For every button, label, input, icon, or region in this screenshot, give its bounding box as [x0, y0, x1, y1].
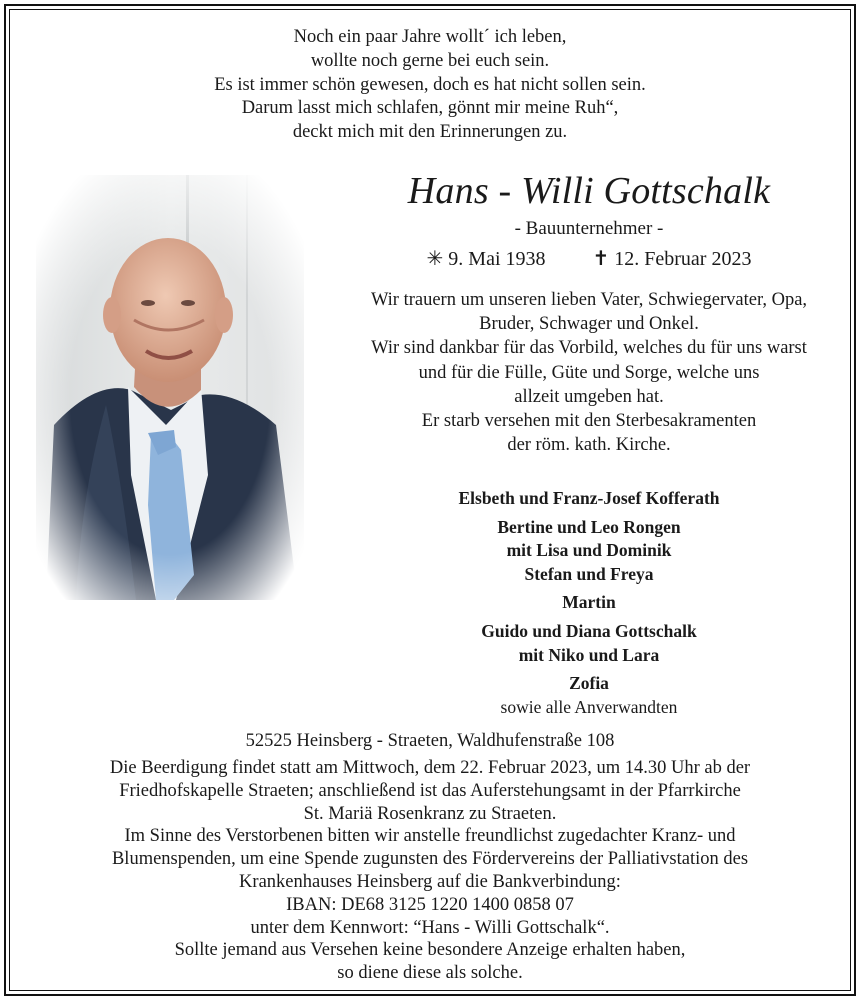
mourning-line: der röm. kath. Kirche. [507, 435, 671, 456]
poem [0, 26, 860, 145]
poem-line: Noch ein paar Jahre wollt´ ich leben, [293, 27, 567, 47]
death-date: 12. Februar 2023 [614, 248, 752, 270]
family-member: Stefan und Freya [524, 563, 654, 584]
birth-date: 9. Mai 1938 [448, 248, 546, 270]
donation-line: unter dem Kennwort: “Hans - Willi Gottschalk“. [250, 918, 610, 938]
mourning-line: Er starb versehen mit den Sterbesakramenten [421, 411, 757, 432]
family-member: Zofia [569, 673, 609, 694]
donation-line: Blumenspenden, um eine Spende zugunsten des Fördervereins der Palliativstation des [111, 849, 749, 869]
iban-line: IBAN: DE68 3125 1220 1400 0858 07 [286, 895, 574, 915]
poem-line: wollte noch gerne bei euch sein. [310, 50, 550, 71]
family-member: mit Lisa und Dominik [506, 540, 672, 561]
family-member: Bertine und Leo Rongen [497, 516, 681, 537]
donation-line: Krankenhauses Heinsberg auf die Bankverbindung: [239, 872, 621, 892]
address: 52525 Heinsberg - Straeten, Waldhufenstraße 108 [245, 731, 615, 751]
family-member: mit Niko und Lara [518, 644, 660, 665]
occupation: - Bauunternehmer - [514, 218, 664, 239]
poem-line: Es ist immer schön gewesen, doch es hat nicht sollen sein. [214, 74, 646, 95]
family-list [318, 487, 860, 719]
donation-info [0, 825, 860, 940]
death-cross-icon: ✝ [592, 248, 610, 270]
closing-line: Sollte jemand aus Versehen keine besondere Anzeige erhalten haben, [174, 940, 686, 960]
poem-line: Darum lasst mich schlafen, gönnt mir meine Ruh“, [241, 98, 619, 119]
relatives-line: sowie alle Anverwandten [500, 696, 678, 717]
portrait-photo [36, 175, 304, 600]
mourning-line: allzeit umgeben hat. [514, 386, 664, 407]
mourning-line: und für die Fülle, Güte und Sorge, welche uns [418, 362, 760, 383]
closing-line: so diene diese als solche. [337, 963, 523, 983]
donation-line: Im Sinne des Verstorbenen bitten wir anstelle freundlichst zugedachter Kranz- und [124, 826, 736, 846]
poem-line: deckt mich mit den Erinnerungen zu. [292, 122, 568, 143]
funeral-info [0, 757, 860, 826]
deceased-name: Hans - Willi Gottschalk [407, 170, 771, 212]
funeral-line: Die Beerdigung findet statt am Mittwoch, dem 22. Februar 2023, um 14.30 Uhr ab der [109, 758, 751, 778]
life-dates [318, 246, 860, 272]
mourning-line: Wir sind dankbar für das Vorbild, welches du für uns warst [371, 338, 807, 359]
funeral-line: Friedhofskapelle Straeten; anschließend ist das Auferstehungsamt in der Pfarrkirche [119, 781, 741, 801]
family-member: Guido und Diana Gottschalk [481, 620, 697, 641]
family-member: Elsbeth und Franz-Josef Kofferath [458, 488, 720, 508]
birth-star-icon: ✳ [426, 248, 444, 270]
mourning-text [318, 288, 860, 457]
mourning-line: Wir trauern um unseren lieben Vater, Schwiegervater, Opa, [370, 290, 808, 310]
family-member: Martin [562, 592, 616, 613]
funeral-line: St. Mariä Rosenkranz zu Straeten. [303, 804, 557, 824]
closing-note [0, 939, 860, 985]
mourning-line: Bruder, Schwager und Onkel. [479, 314, 699, 335]
